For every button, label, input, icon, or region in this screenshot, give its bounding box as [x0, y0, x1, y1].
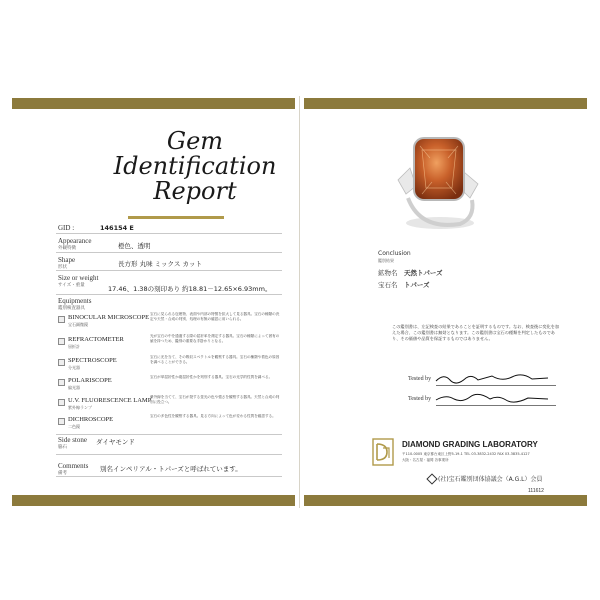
comments-rule — [56, 476, 282, 477]
equipment-name: SPECTROSCOPE — [68, 357, 117, 364]
association-member: (社)宝石鑑別団体協議会（A.G.L）会員 — [438, 476, 543, 483]
dgl-logo-icon — [372, 438, 394, 466]
refractometer-icon — [58, 338, 65, 345]
signature-line-2 — [436, 405, 556, 406]
appearance-value: 橙色、透明 — [118, 242, 151, 250]
signature-line-1 — [436, 385, 556, 386]
report-title-line-3: Report — [153, 177, 237, 205]
equipment-name: BINOCULAR MICROSCOPE — [68, 314, 150, 321]
equipment-description: 宝石に見られる包裹物、表面や内部の特徴を拡大して見る器具。宝石の種類の決定や天然・合成の判別、処理の有無の確認に用いられる。 — [150, 312, 280, 321]
side-stone-label: Side stone — [58, 436, 87, 444]
lab-name: DIAMOND GRADING LABORATORY — [402, 440, 538, 449]
gem-name-label: 宝石名 — [378, 281, 398, 289]
appearance-label-jp: 外観特徴 — [58, 246, 76, 251]
gem-photo — [380, 128, 490, 236]
signature-2 — [432, 392, 552, 404]
comments-label: Comments — [58, 462, 89, 470]
gid-value: 146154 E — [100, 224, 134, 232]
equipment-name: DICHROSCOPE — [68, 416, 114, 423]
ring-image — [380, 128, 490, 236]
size-label-jp: サイズ・重量 — [58, 283, 85, 288]
equipment-description: 宝石に光を当て、その吸収スペクトルを観察する器具。宝石の種類や着色の原因を調べることができる。 — [150, 355, 280, 364]
bottom-gold-bar-left — [12, 495, 295, 506]
lab-address: 〒110-0005 東京都台東区上野5-19-1 TEL 03-3832-2432 FAX 03-3835-4127 — [402, 452, 530, 456]
bottom-gold-bar-right — [304, 495, 587, 506]
identification-label: 鉱物名 — [378, 269, 398, 277]
shape-label-jp: 形状 — [58, 265, 67, 270]
equipment-description: 宝石が単屈折性か複屈折性かを判別する器具。宝石の光学的性質を調べる。 — [150, 375, 273, 379]
appearance-rule — [56, 252, 282, 253]
equipment-name-jp: 紫外線ランプ — [68, 405, 92, 410]
size-value: 17.46、1.38の刻印あり 約18.81－12.65×6.93mm。 — [108, 285, 272, 293]
serial-number: 111612 — [528, 488, 544, 494]
gid-label: GID : — [58, 224, 75, 232]
polariscope-icon — [58, 379, 65, 386]
microscope-icon — [58, 316, 65, 323]
comments-value: 別名インペリアル・トパーズと呼ばれています。 — [100, 465, 242, 473]
equipment-description: 紫外線を当てて、宝石が発する蛍光の色や強さを観察する器具。天然と合成の判別に役立つ。 — [150, 395, 280, 404]
diamond-icon — [426, 473, 437, 484]
lab-address-2: 大阪・名古屋・福岡 各事業所 — [402, 458, 449, 462]
tested-by-label-2: Tested by — [408, 396, 432, 402]
side-stone-label-jp: 脇石 — [58, 445, 67, 450]
gem-name-value: トパーズ — [404, 281, 430, 289]
report-title-line-2: Identification — [113, 152, 277, 180]
spectroscope-icon — [58, 359, 65, 366]
identification-value: 天然トパーズ — [404, 269, 443, 277]
equipment-name-jp: 二色鏡 — [68, 424, 80, 429]
equipment-name: U.V. FLUORESCENCE LAMP — [68, 397, 152, 404]
equipment-name-jp: 宝石顕微鏡 — [68, 322, 88, 327]
equipment-name-jp: 偏光器 — [68, 385, 80, 390]
top-gold-bar-right — [304, 98, 587, 109]
report-title-line-1: Gem — [166, 127, 224, 155]
equipment-name: REFRACTOMETER — [68, 336, 124, 343]
equipment-name-jp: 分光器 — [68, 365, 80, 370]
equipment-name: POLARISCOPE — [68, 377, 112, 384]
title-underline — [128, 216, 224, 219]
signature-1 — [432, 372, 552, 384]
shape-label: Shape — [58, 256, 76, 264]
side-stone-rule — [56, 454, 282, 455]
top-gold-bar-left — [12, 98, 295, 109]
shape-value: 長方形 丸味 ミックス カット — [118, 260, 202, 268]
side-stone-value: ダイヤモンド — [96, 438, 135, 446]
size-label: Size or weight — [58, 274, 99, 282]
comments-label-jp: 備考 — [58, 471, 67, 476]
equipments-rule — [56, 434, 282, 435]
certification-statement: この鑑別書は、左記検査の結果であることを証明するものです。なお、検査後に変化を加えた場合、この鑑別書は無効となります。この鑑別書は宝石の種類を判定したものであり、その価値や品質を保証するものではありません。 — [392, 324, 560, 342]
shape-rule — [56, 270, 282, 271]
uv-lamp-icon — [58, 399, 65, 406]
gid-rule — [56, 233, 282, 234]
equipments-label: Equipments — [58, 297, 92, 305]
tested-by-label: Tested by — [408, 376, 432, 382]
conclusion-label: Conclusion — [378, 250, 411, 257]
equipment-description: 光が宝石の中を通過する際の屈折率を測定する器具。宝石の種類によって固有の値を持つため、鑑別の重要な手掛かりとなる。 — [150, 334, 280, 343]
equipment-description: 宝石の多色性を観察する器具。見る方向によって色が変わる性質を確認する。 — [150, 414, 276, 418]
page-fold — [299, 96, 300, 508]
dichroscope-icon — [58, 418, 65, 425]
lab-logo — [372, 438, 394, 466]
equipment-name-jp: 屈折計 — [68, 344, 80, 349]
appearance-label: Appearance — [58, 237, 92, 245]
size-rule — [56, 294, 282, 295]
equipments-label-jp: 鑑別検査器具 — [58, 306, 85, 311]
conclusion-label-jp: 鑑別結果 — [378, 258, 394, 263]
